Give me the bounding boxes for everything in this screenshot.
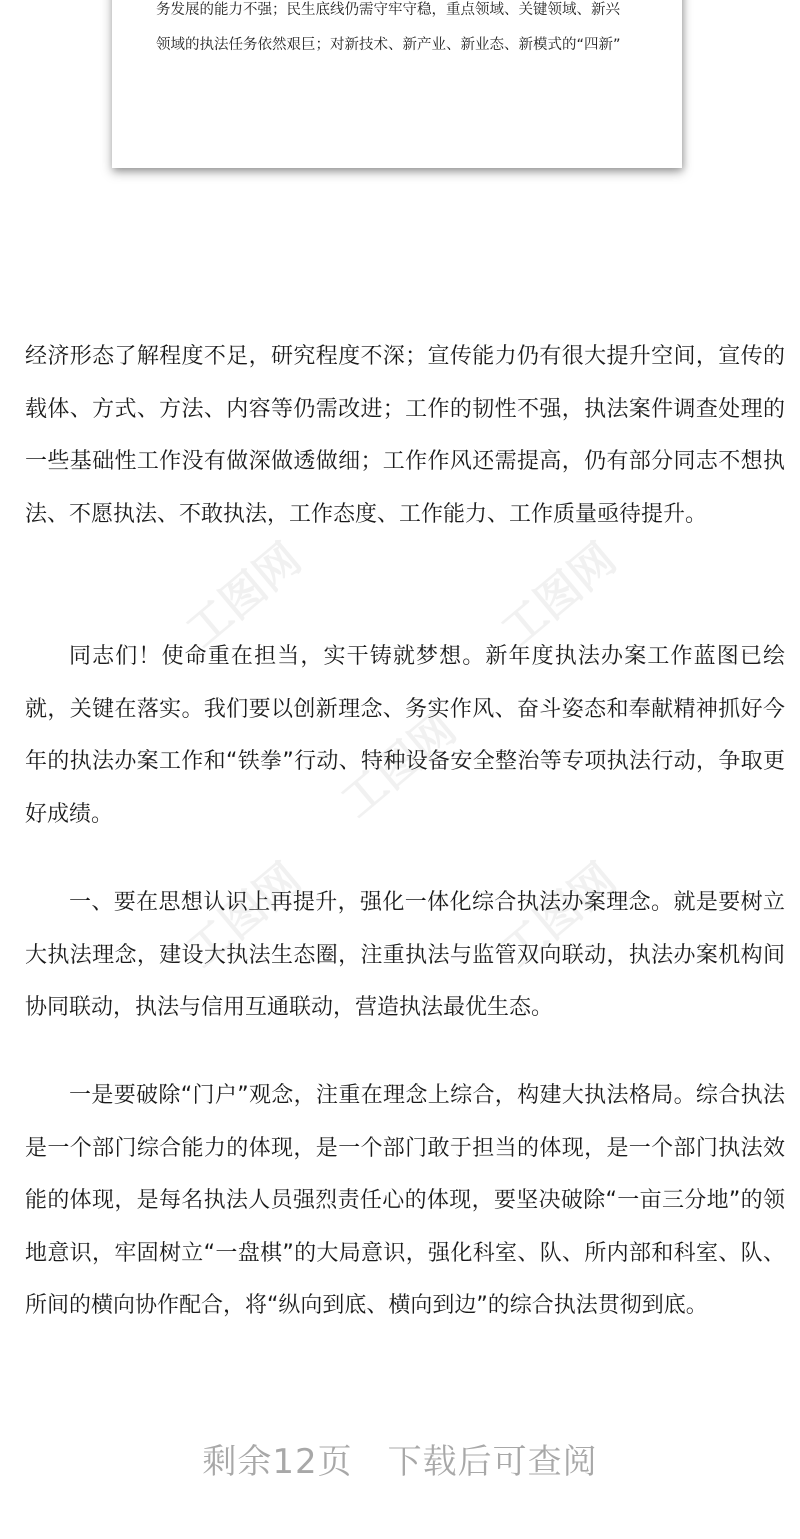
watermark-logo: 工图网 [331,703,466,828]
watermark-logo: 工图网 [491,533,626,658]
watermark-logo: 工图网 [176,853,311,978]
document-paragraph: 同志们！使命重在担当，实干铸就梦想。新年度执法办案工作蓝图已绘就，关键在落实。我们要以创新理念、务实作风、奋斗姿态和奉献精神抓好今年的执法办案工作和“铁拳”行动、特种设备安全整治等专项执法行动，争取更好成绩。 [25,644,785,827]
document-paragraph: 一是要破除“门户”观念，注重在理念上综合，构建大执法格局。综合执法是一个部门综合能力的体现，是一个部门敢于担当的体现，是一个部门执法效能的体现，是每名执法人员强烈责任心的体现，要坚决破除“一亩三分地”的领地意识，牢固树立“一盘棋”的大局意识，强化科室、队、所内部和科室、队、所间的横向协作配合，将“纵向到底、横向到边”的综合执法贯彻到底。 [25,1083,785,1319]
document-paragraph: 经济形态了解程度不足，研究程度不深；宣传能力仍有很大提升空间，宣传的载体、方式、方法、内容等仍需改进；工作的韧性不强，执法案件调查处理的一些基础性工作没有做深做透做细；工作作风还需提高，仍有部分同志不想执法、不愿执法、不敢执法，工作态度、工作能力、工作质量亟待提升。 [25,344,785,527]
preview-card [112,0,682,168]
watermark-logo: 工图网 [491,853,626,978]
remaining-pages-download-prompt[interactable]: 剩余12页 下载后可查阅 [202,1442,598,1482]
preview-line: 领域的执法任务依然艰巨；对新技术、新产业、新业态、新模式的“四新” [156,37,621,53]
section-heading-paragraph: 一、要在思想认识上再提升，强化一体化综合执法办案理念。就是要树立大执法理念，建设大执法生态圈，注重执法与监管双向联动，执法办案机构间协同联动，执法与信用互通联动，营造执法最优生态。 [25,890,785,1021]
watermark-logo: 工图网 [176,533,311,658]
preview-line: 务发展的能力不强；民生底线仍需守牢守稳，重点领域、关键领域、新兴 [156,2,620,18]
